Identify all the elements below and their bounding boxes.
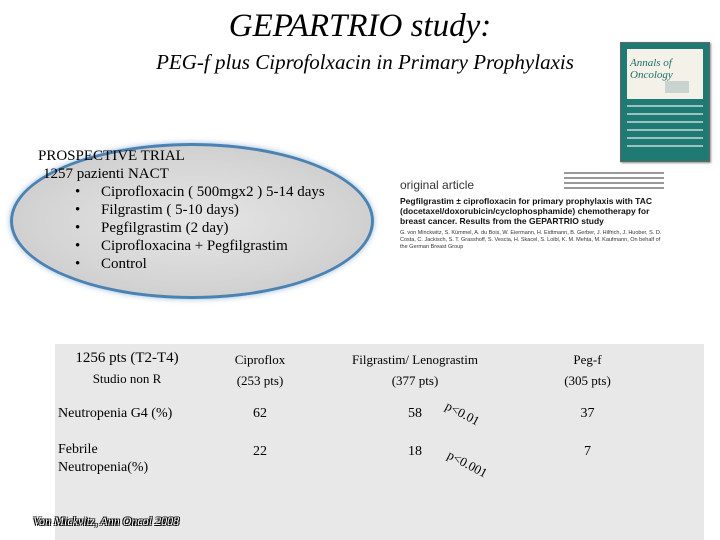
bullet-icon: •: [75, 202, 81, 218]
article-thumbnail: [398, 172, 698, 272]
trial-arms-list: [38, 183, 325, 273]
trial-arm-label: Ciprofloxacina + Pegfilgrastim: [101, 238, 288, 254]
cover-text-lines: [627, 105, 703, 155]
trial-arm-item: [38, 255, 325, 273]
trial-arm-item: [38, 183, 325, 201]
bullet-icon: •: [75, 238, 81, 254]
article-headline: Pegfilgrastim ± ciprofloxacin for primary prophylaxis with TAC (docetaxel/doxorubicin/cyclophosphamide) chemotherapy for breast cancer. Results from the GEPARTRIO study: [400, 196, 652, 226]
table-cell-cipro: 22: [253, 444, 267, 459]
trial-patients: 1257 pazienti NACT: [43, 166, 169, 182]
table-cell-filgrastim: 58: [408, 406, 422, 421]
table-row-label: Febrile: [58, 442, 98, 457]
article-authors: G. von Minckwitz, S. Kümmel, A. du Bois, W. Eiermann, H. Eidtmann, B. Gerber, J. Hilfrich, J. Huober, S. D. Costa, C. Jackisch, S. T. Grasshoff, S. Vescia, H. Skacel, S. Loibl, K. M. Mehta, M. Kaufmann, On behalf of the German Breast Group: [400, 230, 662, 250]
citation: Von Mickvitz, Ann Oncol 2008: [33, 514, 180, 528]
cover-badge: [665, 81, 689, 93]
p-value-febrile-neutropenia: p<0.001: [444, 447, 491, 481]
slide-subtitle: PEG-f plus Ciprofolxacin in Primary Prophylaxis: [156, 50, 574, 74]
table-header-population: 1256 pts (T2-T4): [75, 350, 179, 366]
article-meta-lines: [564, 172, 664, 192]
trial-arm-item: [38, 219, 325, 237]
trial-arm-item: [38, 201, 325, 219]
table-header-pegf-n: (305 pts): [564, 373, 611, 388]
trial-arm-label: Pegfilgrastim (2 day): [101, 220, 229, 236]
bullet-icon: •: [75, 184, 81, 200]
trial-arm-label: Control: [101, 256, 147, 272]
table-cell-pegf: 7: [584, 444, 591, 459]
p-value-neutropenia: p<0.01: [442, 398, 483, 429]
table-cell-cipro: 62: [253, 406, 267, 421]
trial-description: [38, 147, 325, 273]
cover-journal-title: Annals of Oncology: [630, 57, 673, 81]
table-row-label-cont: Neutropenia(%): [58, 460, 149, 475]
table-cell-filgrastim: 18: [408, 444, 422, 459]
trial-arm-label: Ciprofloxacin ( 500mgx2 ) 5-14 days: [101, 184, 325, 200]
slide-title: GEPARTRIO study:: [228, 8, 492, 44]
trial-heading: PROSPECTIVE TRIAL: [38, 148, 185, 164]
table-row-label: Neutropenia G4 (%): [58, 406, 173, 421]
bullet-icon: •: [75, 256, 81, 272]
trial-arm-item: [38, 237, 325, 255]
table-header-filgrastim-n: (377 pts): [391, 373, 439, 388]
trial-arm-label: Filgrastim ( 5-10 days): [101, 202, 239, 218]
table-header-ciproflox: Ciproflox: [234, 352, 286, 367]
table-cell-pegf: 37: [580, 406, 595, 421]
article-label: original article: [400, 178, 475, 192]
table-header-pegf: Peg-f: [573, 352, 602, 367]
table-header-ciproflox-n: (253 pts): [236, 373, 284, 388]
bullet-icon: •: [75, 220, 81, 236]
table-header-filgrastim: Filgrastim/ Lenograstim: [351, 352, 478, 367]
journal-cover-image: [620, 42, 710, 162]
table-header-study-type: Studio non R: [92, 371, 162, 386]
